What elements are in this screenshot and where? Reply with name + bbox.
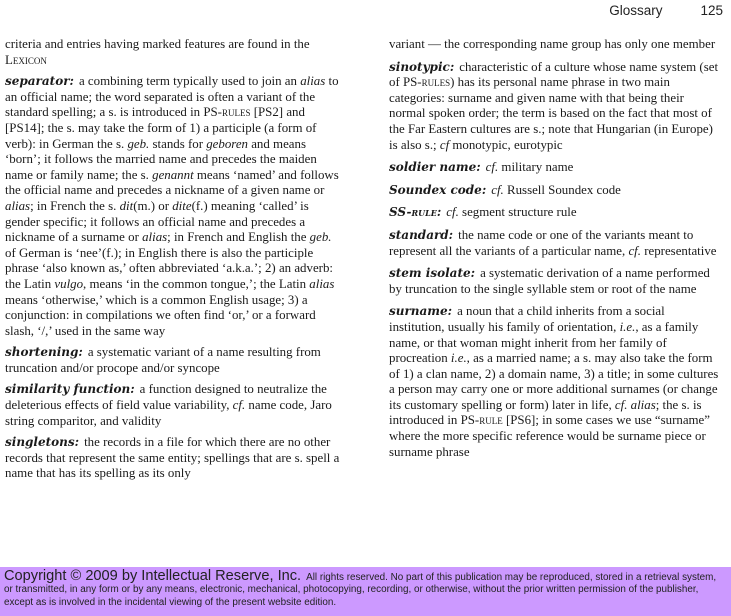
term-shortening: shortening: — [5, 345, 83, 360]
term-stem-isolate: stem isolate: — [389, 266, 476, 281]
copyright-footer — [0, 567, 731, 616]
entry-shortening: shortening: a systematic variant of a name resulting from truncation and/or procope and/or syncope — [5, 345, 321, 375]
entry-stem-isolate: stem isolate: a systematic derivation of a name performed by truncation to the single syllable stem or root of the name — [389, 266, 710, 296]
left-column — [5, 37, 340, 488]
page-header — [609, 3, 723, 18]
term-sinotypic: sinotypic: — [389, 59, 455, 74]
entry-continuation-lexicon: criteria and entries having marked features are found in the Lexicon — [5, 37, 310, 67]
term-soundex-code: Soundex code: — [389, 182, 487, 197]
term-standard: standard: — [389, 227, 454, 242]
entry-ss-rule: SS-rule: cf. segment structure rule — [389, 205, 577, 220]
rights-notice: All rights reserved. No part of this publication may be reproduced, stored in a retrieval system, or transmitted, in any form or by any means, electronic, mechanical, photocopying, recording, or otherwise, without the prior written permission of the publisher, except as is involved in the incidental viewing of the present website edition. — [4, 572, 717, 608]
entry-surname: surname: a noun that a child inherits from a social institution, usually his family of orientation, i.e., as a family name, or that woman might inherit from her family of procreation i.e., as a married name; a s. may also take the form of 1) a clan name, 2) a domain name, 3) a title; in some cultures a person may carry one or more additional surnames (or change its customary spelling or form) later in life, cf. alias; the s. is introduced in PS-rule [PS6]; in some cases we use “surname” where the more specific reference would be surname piece or surname phrase — [389, 304, 719, 459]
term-soldier-name: soldier name: — [389, 160, 481, 175]
entry-singletons: singletons: the records in a file for which there are no other records that represent the same entity; spellings that are s. spell a name that has its spelling as its only — [5, 435, 340, 481]
entry-standard: standard: the name code or one of the variants meant to represent all the variants of a particular name, cf. representative — [389, 227, 717, 258]
entry-soundex-code: Soundex code: cf. Russell Soundex code — [389, 182, 621, 197]
entry-sinotypic: sinotypic: characteristic of a culture whose name system (set of PS-rules) has its personal name phrase in two main categories: surname and given name with that being their normal spoken order; the term is based on the fact that most of the Far Eastern cultures are s.; note that Hungarian (in Europe) is also s.; cf monotypic, eurotypic — [389, 59, 719, 152]
term-separator: separator: — [5, 74, 74, 89]
copyright-notice: Copyright © 2009 by Intellectual Reserve, Inc. — [4, 568, 302, 584]
term-similarity-function: similarity function: — [5, 382, 135, 397]
running-title: Glossary — [609, 3, 663, 18]
entry-similarity-function: similarity function: a function designed to neutralize the deleterious effects of field value variability, cf. name code, Jaro string comparitor, and validity — [5, 382, 332, 428]
entry-continuation-variant: variant — the corresponding name group has only one member — [389, 37, 716, 51]
entry-separator: separator: a combining term typically used to join an alias to an official name; the word separated is often a variant of the standard spelling; a s. is introduced in PS-rules [PS2] and [PS14]; the s. may take the form of 1) a participle (a form of verb): in German the s. geb. stands for geboren and means ‘born’; it follows the married name and precedes the maiden name or family name; the s. genannt means ‘named’ and follows the official name and precedes a nickname of a given name or alias; in French the s. dit(m.) or dite(f.) meaning ‘called’ is gender specific; it follows an official name and precedes a nickname of a surname or alias; in French and English the geb. of German is ‘nee’(f.); in English there is also the participle phrase ‘also known as,’ often abbreviated ‘a.k.a.’; 2) an adverb: the Latin vulgo, means ‘in the common tongue,’; the Latin alias means ‘otherwise,’ which is a common English usage; 3) a conjunction: in compilations we often find ‘or,’ or a forward slash, ‘/,’ used in the same way — [5, 74, 339, 338]
entry-soldier-name: soldier name: cf. military name — [389, 160, 574, 175]
term-ss-rule: SS-rule: — [389, 205, 442, 220]
page-number: 125 — [700, 3, 723, 18]
term-singletons: singletons: — [5, 435, 80, 450]
right-column — [389, 37, 723, 467]
term-surname: surname: — [389, 304, 453, 319]
